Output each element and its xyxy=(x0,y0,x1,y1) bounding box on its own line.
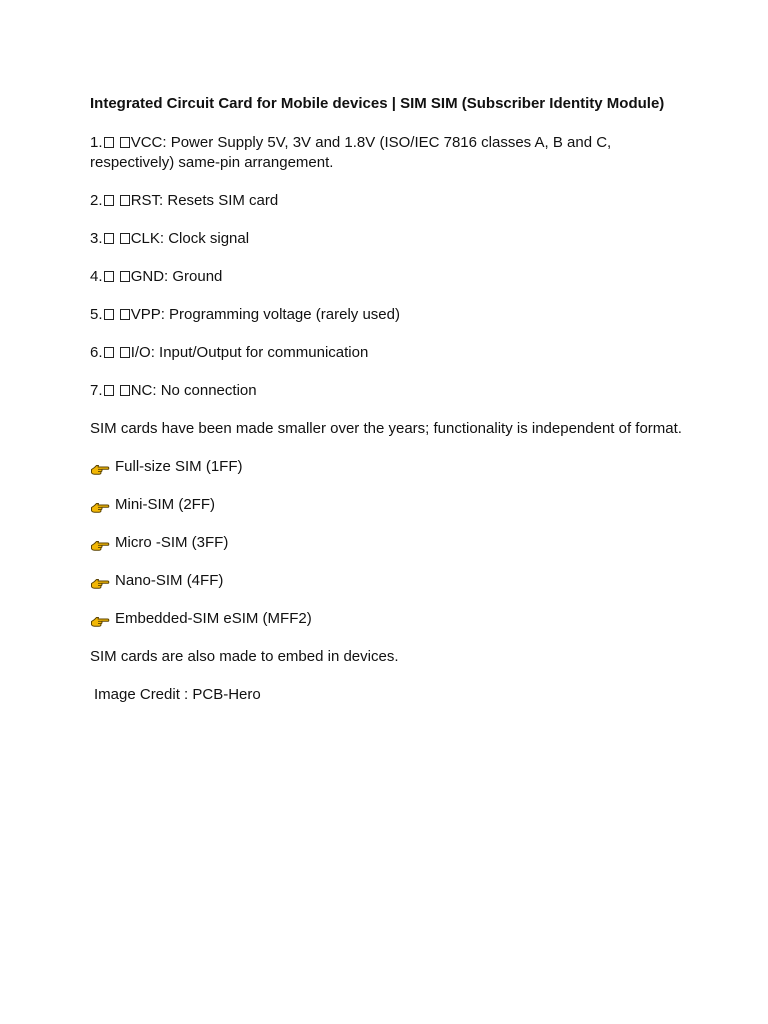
format-label: Nano-SIM (4FF) xyxy=(115,572,224,589)
format-list xyxy=(90,457,690,629)
pin-item xyxy=(90,305,690,325)
box-glyph-icon xyxy=(104,309,114,320)
pointing-hand-icon xyxy=(90,538,110,552)
box-glyph-icon xyxy=(104,271,114,282)
pin-item xyxy=(90,381,690,401)
format-label: Full-size SIM (1FF) xyxy=(115,458,243,475)
pin-number: 6. xyxy=(90,344,103,361)
box-glyph-icon xyxy=(120,347,130,358)
box-glyph-icon xyxy=(120,385,130,396)
box-glyph-icon xyxy=(104,385,114,396)
pin-list xyxy=(90,133,690,401)
pin-text: VPP: Programming voltage (rarely used) xyxy=(130,306,400,323)
pin-number: 7. xyxy=(90,382,103,399)
image-credit: Image Credit : PCB-Hero xyxy=(94,686,261,703)
pin-text: GND: Ground xyxy=(130,268,223,285)
format-item xyxy=(90,571,690,591)
pin-text: CLK: Clock signal xyxy=(130,230,250,247)
format-label: Embedded-SIM eSIM (MFF2) xyxy=(115,610,312,627)
box-glyph-icon xyxy=(120,309,130,320)
document-title: Integrated Circuit Card for Mobile devices | SIM SIM (Subscriber Identity Module) xyxy=(90,95,665,112)
format-label: Micro -SIM (3FF) xyxy=(115,534,229,551)
pin-number: 5. xyxy=(90,306,103,323)
box-glyph-icon xyxy=(104,233,114,244)
pointing-hand-icon xyxy=(90,462,110,476)
box-glyph-icon xyxy=(120,233,130,244)
pin-number: 1. xyxy=(90,134,103,151)
format-item xyxy=(90,609,690,629)
format-label: Mini-SIM (2FF) xyxy=(115,496,215,513)
pin-text: NC: No connection xyxy=(130,382,257,399)
pointing-hand-icon xyxy=(90,614,110,628)
formats-intro: SIM cards have been made smaller over the years; functionality is independent of format. xyxy=(90,420,682,437)
document-page xyxy=(90,94,690,705)
pin-number: 2. xyxy=(90,192,103,209)
format-item xyxy=(90,495,690,515)
pin-item xyxy=(90,343,690,363)
format-item xyxy=(90,457,690,477)
pin-item xyxy=(90,133,690,173)
pin-text: VCC: Power Supply 5V, 3V and 1.8V (ISO/IEC 7816 classes A, B and C, respectively) same-pin arrangement. xyxy=(90,134,612,171)
box-glyph-icon xyxy=(104,195,114,206)
pin-item xyxy=(90,229,690,249)
box-glyph-icon xyxy=(120,271,130,282)
pin-item xyxy=(90,267,690,287)
pointing-hand-icon xyxy=(90,500,110,514)
embed-note: SIM cards are also made to embed in devices. xyxy=(90,648,399,665)
format-item xyxy=(90,533,690,553)
pin-text: I/O: Input/Output for communication xyxy=(130,344,369,361)
box-glyph-icon xyxy=(120,137,130,148)
pin-number: 3. xyxy=(90,230,103,247)
box-glyph-icon xyxy=(120,195,130,206)
pin-number: 4. xyxy=(90,268,103,285)
pin-text: RST: Resets SIM card xyxy=(130,192,279,209)
box-glyph-icon xyxy=(104,137,114,148)
box-glyph-icon xyxy=(104,347,114,358)
pointing-hand-icon xyxy=(90,576,110,590)
pin-item xyxy=(90,191,690,211)
